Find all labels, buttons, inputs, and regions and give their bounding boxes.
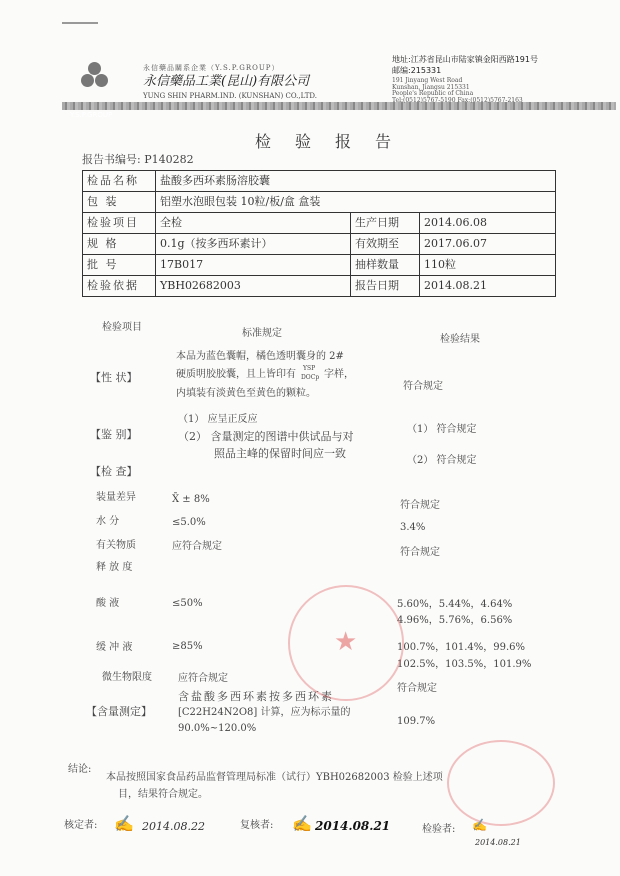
water-label: 水 分 [96, 516, 120, 527]
appearance-result: 符合规定 [403, 381, 443, 392]
report-title: 检验报告 [255, 132, 416, 151]
micro-label: 微生物限度 [102, 672, 152, 683]
assay-result: 109.7% [397, 716, 436, 727]
address-en-1: 191 Jinyang West Road [392, 77, 463, 84]
approver-date: 2014.08.22 [142, 820, 205, 833]
check-label: 【检 查】 [90, 465, 138, 478]
report-no-value: P140282 [144, 153, 194, 166]
release-label: 释 放 度 [96, 562, 133, 573]
header-band: Y.S.P.GROUP [62, 102, 616, 110]
spec-value: 0.1g（按多西环素计） [156, 234, 351, 255]
acid-result-2: 4.96%，5.76%，6.56% [397, 615, 513, 626]
package-value: 铝塑水泡眼包装 10粒/板/盒 盒装 [156, 192, 556, 213]
conclusion-label: 结论: [68, 764, 92, 775]
official-seal-2 [447, 740, 555, 826]
items-label: 检验项目 [83, 213, 156, 234]
reviewer-date: 2014.08.21 [315, 819, 391, 833]
water-result: 3.4% [400, 522, 426, 533]
assay-label: 【含量测定】 [86, 705, 152, 718]
basis-value: YBH02682003 [156, 276, 351, 297]
mfg-label: 生产日期 [351, 213, 420, 234]
buffer-result-1: 100.7%，101.4%，99.6% [397, 642, 526, 653]
report-no-label: 报告书编号: [82, 153, 141, 166]
reviewer-signature: ✍ [292, 814, 312, 833]
appearance-std: 字样， [324, 369, 354, 380]
postcode: 邮编:215331 [392, 66, 442, 75]
group-line: 永信藥品關系企業（Y.S.P.GROUP） [143, 64, 280, 72]
inspector-label: 检验者: [422, 824, 456, 835]
buffer-result-2: 102.5%，103.5%，101.9% [397, 659, 532, 670]
col-standard: 标准规定 [242, 328, 282, 339]
address-en-3: People's Republic of China [392, 90, 474, 97]
weight-variation-result: 符合规定 [400, 500, 440, 511]
spec-label: 规 格 [83, 234, 156, 255]
company-name-en: YUNG SHIN PHARM.IND. (KUNSHAN) CO.,LTD. [143, 92, 317, 100]
appearance-label: 【性 状】 [90, 371, 138, 384]
weight-variation-std: X̄ ± 8% [172, 494, 210, 505]
col-result: 检验结果 [440, 334, 480, 345]
identification-result-1: （1） 符合规定 [407, 424, 477, 435]
company-logo [76, 62, 112, 98]
related-label: 有关物质 [96, 540, 136, 551]
conclusion-text: 本品按照国家食品药品监督管理局标准（试行）YBH02682003 检验上述项 [106, 772, 443, 783]
water-std: ≤5.0% [172, 517, 206, 528]
inspector-date: 2014.08.21 [475, 838, 521, 847]
col-item: 检验项目 [102, 322, 142, 333]
mfg-value: 2014.06.08 [420, 213, 556, 234]
assay-std: 90.0%~120.0% [178, 723, 257, 734]
address-en-2: Kunshan, Jiangsu 215331 [392, 83, 470, 91]
exp-value: 2017.06.07 [420, 234, 556, 255]
tel-fax: Tel:(0512)5767-5190 Fax:(0512)5767-2163 [392, 96, 523, 104]
qty-label: 抽样数量 [351, 255, 420, 276]
address-cn: 地址:江苏省昆山市陆家镇金阳西路191号 [392, 55, 538, 64]
acid-label: 酸 液 [96, 598, 120, 609]
info-table [82, 170, 556, 297]
report-number [82, 153, 194, 166]
official-seal: ★ [288, 585, 404, 701]
appearance-std: 本品为蓝色囊帽，橘色透明囊身的 2# [176, 351, 344, 362]
appearance-std: 硬质明胶胶囊，且上皆印有 [176, 369, 296, 380]
items-value: 全检 [156, 213, 351, 234]
imprint-mark-top: YSP [303, 365, 316, 372]
conclusion-text-2: 目，结果符合规定。 [118, 789, 208, 800]
appearance-std: 内填装有淡黄色至黄色的颗粒。 [176, 388, 316, 399]
assay-std: 含盐酸多西环素按多西环素 [178, 690, 334, 703]
acid-result-1: 5.60%，5.44%，4.64% [397, 599, 513, 610]
product-label: 检品名称 [83, 171, 156, 192]
identification-std: （2） 含量测定的图谱中供试品与对 [178, 430, 354, 443]
product-value: 盐酸多西环素肠溶胶囊 [156, 171, 556, 192]
identification-label: 【鉴 别】 [90, 428, 138, 441]
basis-label: 检验依据 [83, 276, 156, 297]
scan-mark [62, 22, 98, 24]
report-date-value: 2014.08.21 [420, 276, 556, 297]
assay-std: [C22H24N2O8] 计算，应为标示量的 [178, 707, 351, 718]
batch-label: 批 号 [83, 255, 156, 276]
related-std: 应符合规定 [172, 541, 222, 552]
package-label: 包 装 [83, 192, 156, 213]
identification-result-2: （2） 符合规定 [407, 455, 477, 466]
reviewer-label: 复核者: [240, 820, 274, 831]
micro-std: 应符合规定 [178, 673, 228, 684]
approver-label: 核定者: [64, 820, 98, 831]
imprint-mark-bottom: DOCp [301, 374, 320, 381]
buffer-std: ≥85% [172, 641, 203, 652]
identification-std: 照品主峰的保留时间应一致 [214, 447, 346, 460]
exp-label: 有效期至 [351, 234, 420, 255]
buffer-label: 缓 冲 液 [96, 642, 133, 653]
batch-value: 17B017 [156, 255, 351, 276]
approver-signature: ✍ [114, 814, 134, 833]
micro-result: 符合规定 [397, 683, 437, 694]
report-date-label: 报告日期 [351, 276, 420, 297]
acid-std: ≤50% [172, 598, 203, 609]
identification-std: （1） 应呈正反应 [178, 414, 258, 425]
company-name-cn: 永信藥品工業(昆山)有限公司 [143, 74, 310, 89]
related-result: 符合规定 [400, 547, 440, 558]
qty-value: 110粒 [420, 255, 556, 276]
inspector-signature: ✍ [472, 818, 487, 832]
weight-variation-label: 装量差异 [96, 492, 136, 503]
